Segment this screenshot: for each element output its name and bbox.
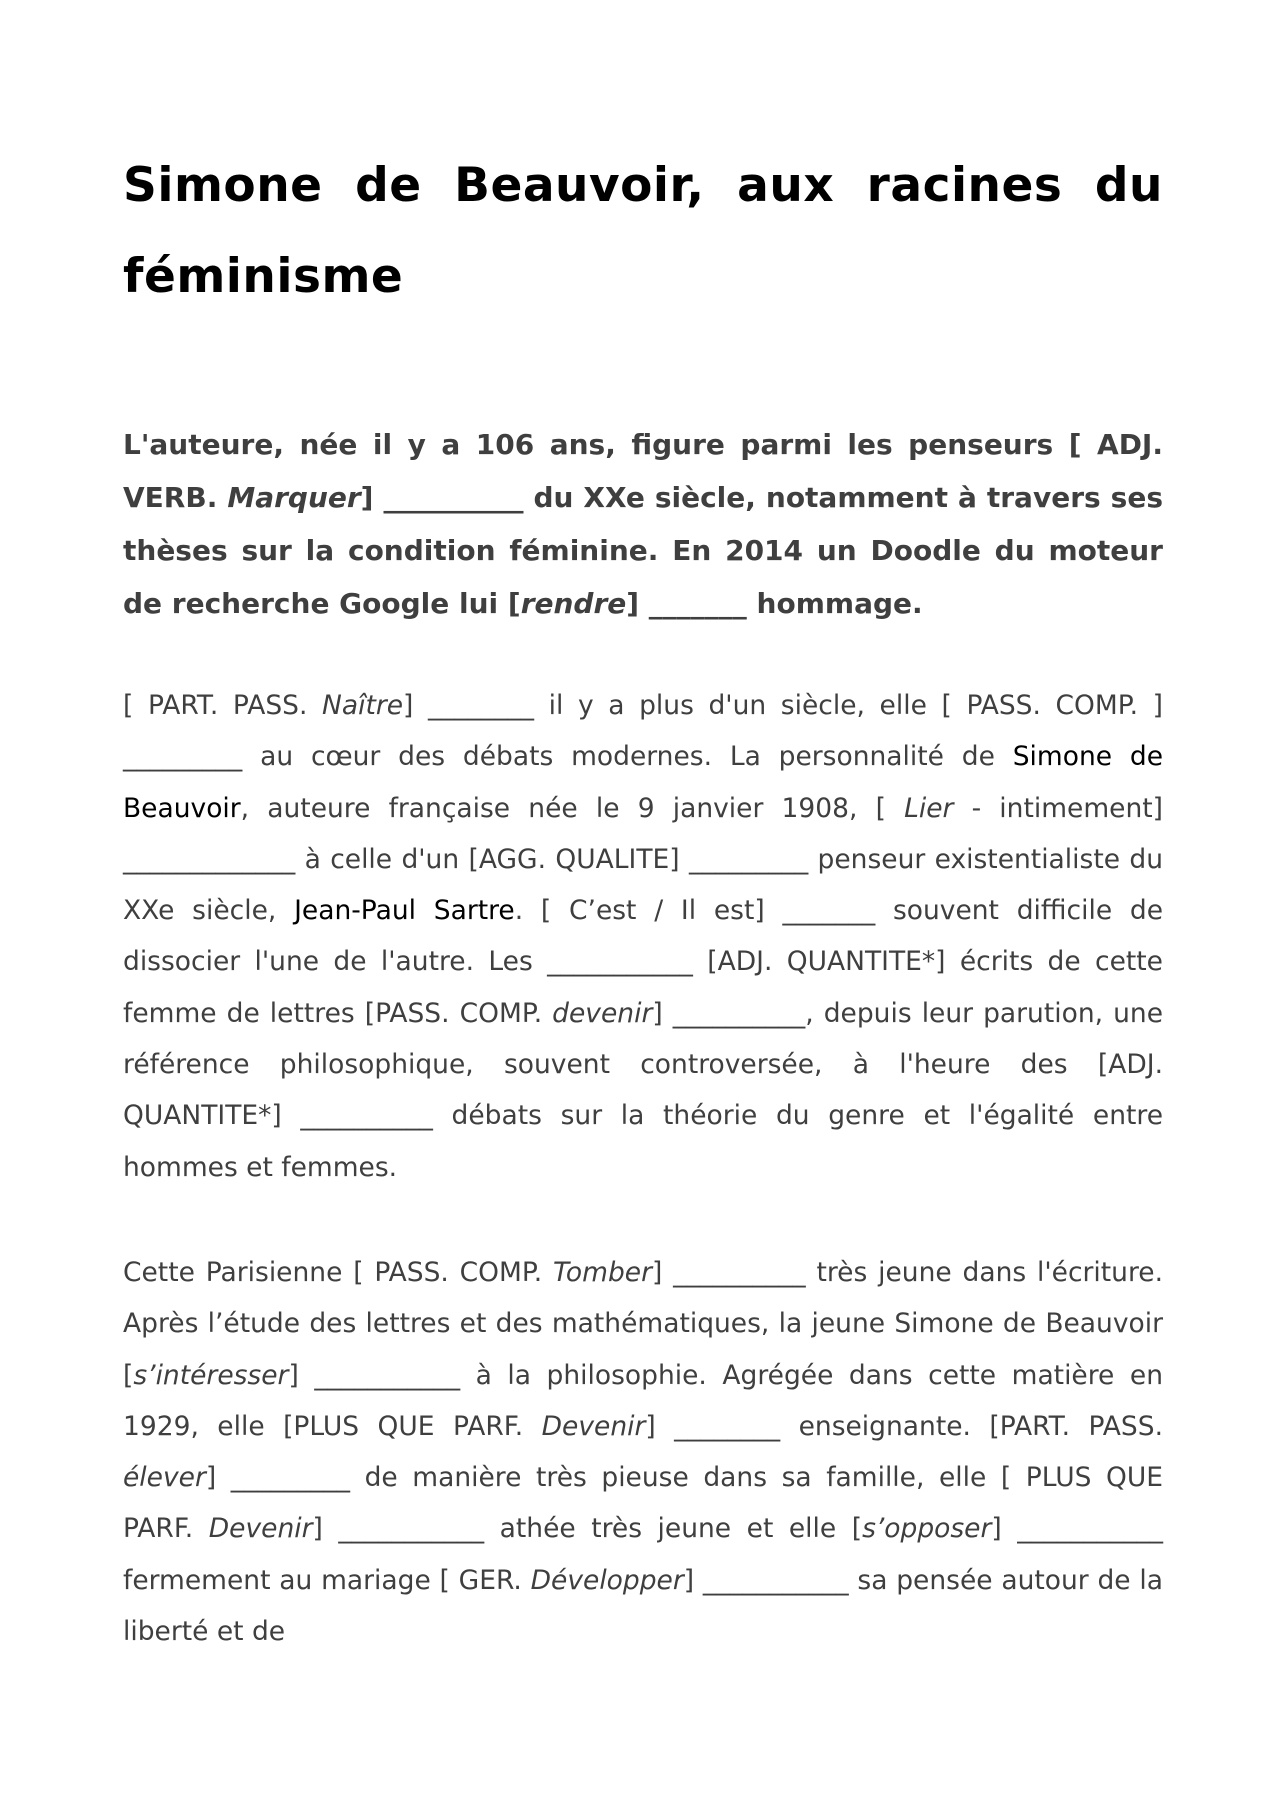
body-paragraph-1 bbox=[123, 680, 1163, 1193]
body-text: ] ___________ à la philosophie. Agrégée dans cette matière en 1929, elle [PLUS QUE PARF. bbox=[123, 1359, 1163, 1442]
body-text: ] ___________ athée très jeune et elle [ bbox=[312, 1513, 863, 1545]
verb-hint: Tomber bbox=[553, 1257, 652, 1288]
body-paragraph-2 bbox=[123, 1247, 1163, 1657]
body-text: ] __________ très jeune dans l'écriture. Après l’étude des lettres et des mathématiques, la jeune Simone de Beauvoir [ bbox=[123, 1257, 1164, 1391]
lead-paragraph bbox=[123, 418, 1163, 630]
body-text: ] ________ enseignante. [PART. PASS. bbox=[645, 1410, 1164, 1442]
verb-hint: Naître bbox=[322, 690, 404, 721]
body-text: ] __________, depuis leur parution, une référence philosophique, souvent controversée, à l'heure des [ADJ. QUANTITE*] __________ débats sur la théorie du genre et l'égalité entre hommes et femmes. bbox=[123, 997, 1163, 1183]
body-text: Cette Parisienne [ PASS. COMP. bbox=[123, 1257, 554, 1288]
lead-text: L'auteure, née il y a 106 ans, figure parmi les penseurs [ ADJ. VERB. bbox=[123, 428, 1163, 514]
lead-text: ] _______ hommage. bbox=[626, 587, 923, 620]
body-text: , auteure française née le 9 janvier 1908, [ bbox=[240, 792, 905, 824]
body-text: [ PART. PASS. bbox=[123, 690, 323, 721]
verb-hint: Devenir bbox=[208, 1513, 313, 1545]
document-page bbox=[123, 140, 1164, 1648]
verb-hint: Lier bbox=[904, 792, 954, 824]
verb-hint: s’intéresser bbox=[133, 1359, 289, 1391]
body-text: ] ___________ sa pensée autour de la liberté et de bbox=[123, 1564, 1163, 1648]
verb-hint: devenir bbox=[552, 997, 653, 1029]
body-text: ] ________ il y a plus d'un siècle, elle [ PASS. COMP. ] _________ au cœur des débats modernes. La personnalité de bbox=[123, 690, 1163, 773]
verb-hint: Devenir bbox=[541, 1410, 646, 1442]
verb-hint: Développer bbox=[530, 1564, 684, 1596]
verb-hint: Marquer bbox=[227, 481, 361, 514]
body-text: ] _________ de manière très pieuse dans sa famille, elle [ PLUS QUE PARF. bbox=[123, 1462, 1163, 1545]
verb-hint: élever bbox=[123, 1462, 206, 1494]
verb-hint: rendre bbox=[520, 587, 627, 620]
body-text: - intimement] _____________ à celle d'un [AGG. QUALITE] _________ penseur existentialiste du XXe siècle, bbox=[123, 792, 1163, 927]
body-text: . [ C’est / Il est] _______ souvent difficile de dissocier l'une de l'autre. Les ___________ [ADJ. QUANTITE*] écrits de cette femme de lettres [PASS. COMP. bbox=[123, 895, 1164, 1029]
lead-text: ] __________ du XXe siècle, notamment à travers ses thèses sur la condition féminine. En 2014 un Doodle du moteur de recherche Google lui [ bbox=[123, 481, 1163, 620]
verb-hint: s’opposer bbox=[862, 1513, 992, 1545]
link-simone-de-beauvoir[interactable]: Simone de Beauvoir bbox=[123, 741, 1163, 824]
body-text: ] ___________ fermement au mariage [ GER. bbox=[123, 1513, 1163, 1596]
document-title: Simone de Beauvoir, aux racines du féminisme bbox=[123, 158, 1163, 304]
link-jean-paul-sartre[interactable]: Jean-Paul Sartre bbox=[294, 895, 515, 927]
